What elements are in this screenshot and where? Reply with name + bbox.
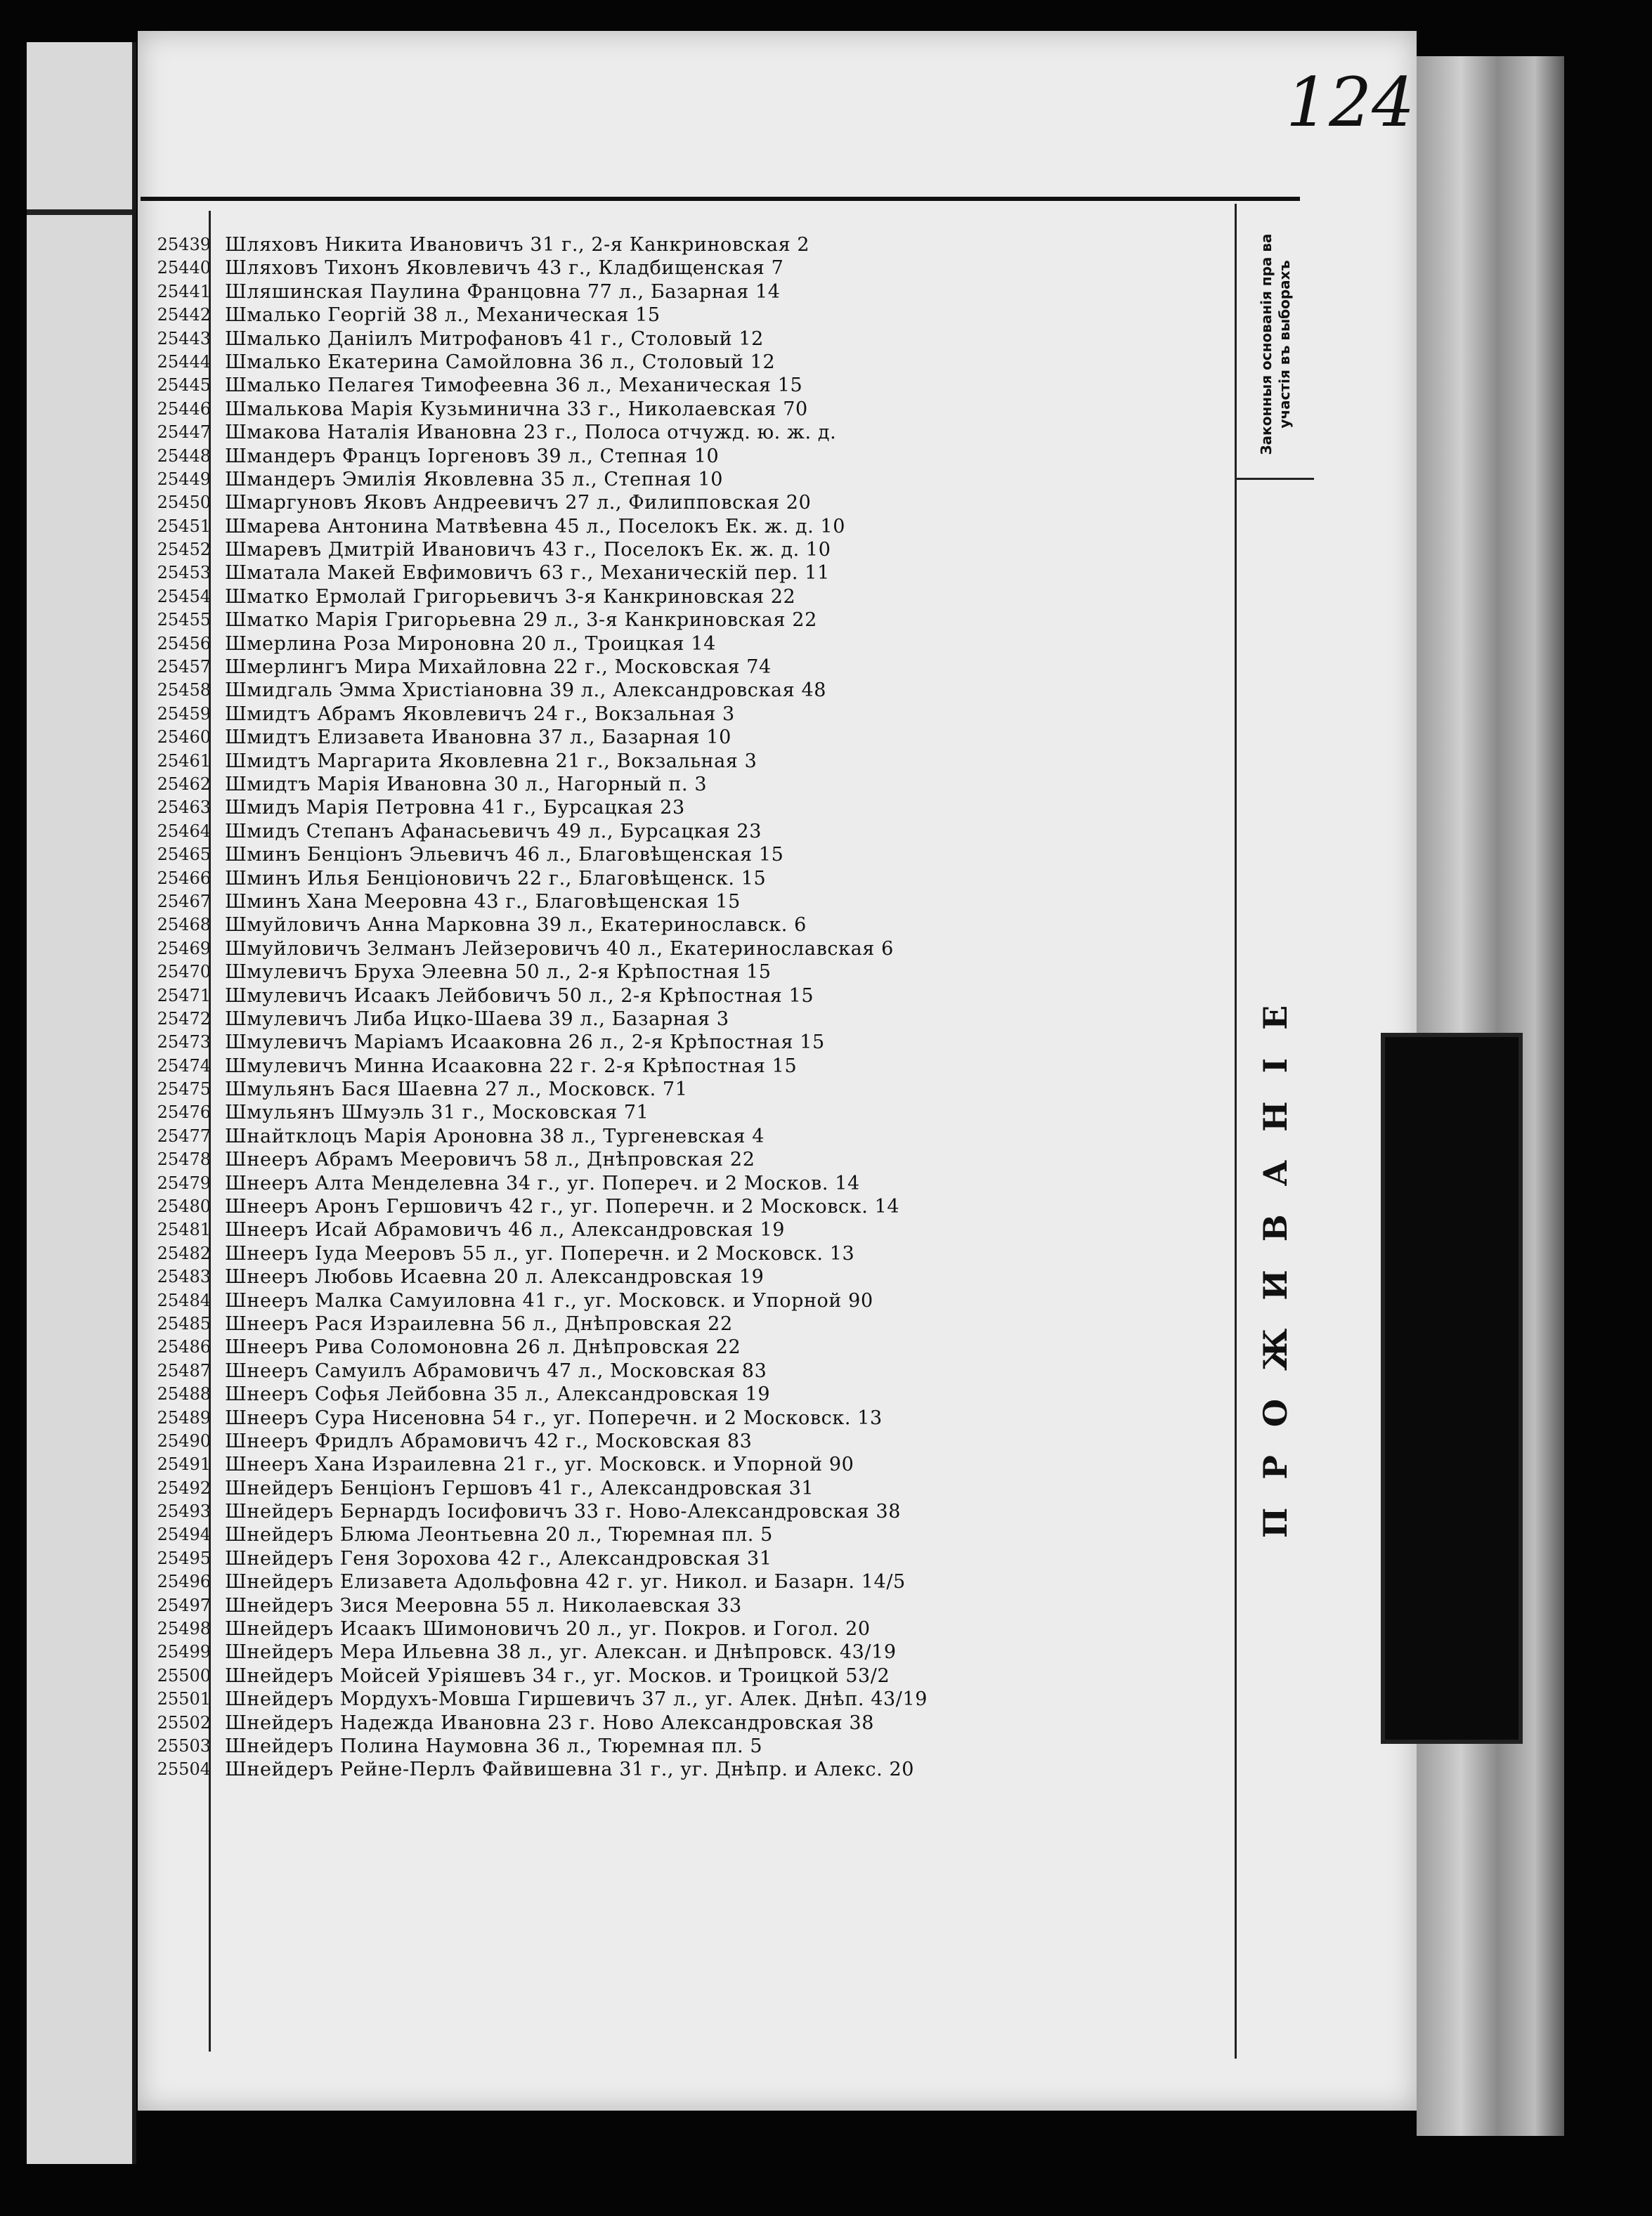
row-number: 25470 xyxy=(157,962,211,982)
entry-text: Шнееръ Рива Соломоновна 26 л. Днѣпровская 22 xyxy=(225,1336,741,1359)
row-number: 25465 xyxy=(157,845,211,865)
entry-text: Шминъ Хана Мееровна 43 г., Благовѣщенская 15 xyxy=(225,890,741,913)
entry-text: Шмулевичъ Либа Ицко-Шаева 39 л., Базарная 3 xyxy=(225,1008,729,1030)
row-number: 25479 xyxy=(157,1173,211,1193)
row-number: 25457 xyxy=(157,657,211,677)
binder-clip xyxy=(1381,1033,1523,1744)
row-number: 25460 xyxy=(157,727,211,748)
row-number: 25480 xyxy=(157,1197,211,1217)
entry-text: Шмарева Антонина Матвѣевна 45 л., Поселокъ Ек. ж. д. 10 xyxy=(225,515,846,537)
entry-text: Шмулевичъ Маріамъ Исааковна 26 л., 2-я Крѣпостная 15 xyxy=(225,1031,825,1054)
entry-text: Шмулевичъ Исаакъ Лейбовичъ 50 л., 2-я Крѣпостная 15 xyxy=(225,984,814,1007)
entry-text: Шнееръ Малка Самуиловна 41 г., уг. Московск. и Упорной 90 xyxy=(225,1289,873,1312)
row-number: 25454 xyxy=(157,586,211,606)
row-number: 25455 xyxy=(157,610,211,630)
entry-text: Шмульянъ Бася Шаевна 27 л., Московск. 71 xyxy=(225,1078,688,1101)
entry-text: Шмандеръ Эмилія Яковлевна 35 л., Степная 10 xyxy=(225,468,724,490)
entry-text: Шмидтъ Маргарита Яковлевна 21 г., Вокзальная 3 xyxy=(225,750,757,772)
row-number: 25469 xyxy=(157,938,211,958)
row-number: 25487 xyxy=(157,1360,211,1381)
row-number: 25463 xyxy=(157,797,211,818)
previous-page-edge xyxy=(27,42,136,2164)
page-number: 124 xyxy=(1286,63,1415,142)
row-number: 25484 xyxy=(157,1290,211,1310)
row-number-column xyxy=(144,233,211,1782)
entry-text: Шматко Ермолай Григорьевичъ 3-я Канкриновская 22 xyxy=(225,585,796,608)
row-number: 25471 xyxy=(157,985,211,1005)
entry-column xyxy=(225,233,1216,1782)
entry-text: Шминъ Бенціонъ Эльевичъ 46 л., Благовѣщенская 15 xyxy=(225,844,784,866)
row-number: 25476 xyxy=(157,1102,211,1123)
entry-text: Шмульянъ Шмуэль 31 г., Московская 71 xyxy=(225,1102,649,1124)
row-number: 25468 xyxy=(157,915,211,935)
entry-text: Шнейдеръ Геня Зорохова 42 г., Александровская 31 xyxy=(225,1547,772,1570)
row-number: 25478 xyxy=(157,1149,211,1170)
entry-text: Шмаревъ Дмитрій Ивановичъ 43 г., Поселокъ Ек. ж. д. 10 xyxy=(225,539,831,561)
entry-text: Шмаргуновъ Яковъ Андреевичъ 27 л., Филипповская 20 xyxy=(225,492,812,514)
row-number: 25475 xyxy=(157,1079,211,1100)
row-number: 25467 xyxy=(157,891,211,911)
entry-text: Шнейдеръ Мера Ильевна 38 л., уг. Алексан. и Днѣпровск. 43/19 xyxy=(225,1641,897,1664)
entry-text: Шмидтъ Марія Ивановна 30 л., Нагорный п. 3 xyxy=(225,773,708,795)
entry-text: Шмалько Георгій 38 л., Механическая 15 xyxy=(225,304,661,327)
entry-text: Шнейдеръ Мойсей Уріяшевъ 34 г., уг. Москов. и Троицкой 53/2 xyxy=(225,1664,890,1687)
row-number: 25501 xyxy=(157,1689,211,1709)
entry-text: Шматко Марія Григорьевна 29 л., 3-я Канкриновская 22 xyxy=(225,609,817,632)
row-number: 25442 xyxy=(157,305,211,325)
entry-text: Шнееръ Исай Абрамовичъ 46 л., Александровская 19 xyxy=(225,1219,786,1241)
entry-text: Шляшинская Паулина Францовна 77 л., Базарная 14 xyxy=(225,280,781,303)
row-number: 25449 xyxy=(157,469,211,489)
previous-page-rule xyxy=(27,209,132,215)
row-number: 25450 xyxy=(157,493,211,513)
row-number: 25482 xyxy=(157,1243,211,1263)
row-number: 25474 xyxy=(157,1055,211,1076)
entry-text: Шляховъ Никита Ивановичъ 31 г., 2-я Канкриновская 2 xyxy=(225,234,810,256)
entry-text: Шнейдеръ Исаакъ Шимоновичъ 20 л., уг. Покров. и Гогол. 20 xyxy=(225,1618,871,1641)
entry-text: Шмидъ Марія Петровна 41 г., Бурсацкая 23 xyxy=(225,797,685,819)
entry-text: Шнееръ Абрамъ Мееровичъ 58 л., Днѣпровская 22 xyxy=(225,1149,755,1171)
row-number: 25464 xyxy=(157,821,211,841)
entry-text: Шмуйловичъ Зелманъ Лейзеровичъ 40 л., Екатеринославская 6 xyxy=(225,937,894,960)
entry-text: Шнейдеръ Елизавета Адольфовна 42 г. уг. Никол. и Базарн. 14/5 xyxy=(225,1571,906,1593)
sidebar-note: Законныя основанія пра ва участія въ выборахъ xyxy=(1258,233,1293,455)
entry-text: Шнейдеръ Рейне-Перлъ Файвишевна 31 г., уг. Днѣпр. и Алекс. 20 xyxy=(225,1759,915,1781)
entry-text: Шнейдеръ Зися Мееровна 55 л. Николаевская 33 xyxy=(225,1594,742,1617)
row-number: 25493 xyxy=(157,1501,211,1522)
entry-text: Шмуйловичъ Анна Марковна 39 л., Екатеринославск. 6 xyxy=(225,914,807,937)
entry-text: Шнееръ Самуилъ Абрамовичъ 47 л., Московская 83 xyxy=(225,1360,767,1382)
row-number: 25452 xyxy=(157,540,211,560)
row-number: 25498 xyxy=(157,1619,211,1639)
entry-text: Шмакова Наталія Ивановна 23 г., Полоса отчужд. ю. ж. д. xyxy=(225,422,837,444)
row-number: 25488 xyxy=(157,1384,211,1404)
row-number: 25496 xyxy=(157,1572,211,1592)
entry-text: Шмерлингъ Мира Михайловна 22 г., Московская 74 xyxy=(225,656,772,679)
row-number: 25483 xyxy=(157,1267,211,1287)
entry-text: Шнейдеръ Мордухъ-Мовша Гиршевичъ 37 л., уг. Алек. Днѣп. 43/19 xyxy=(225,1688,928,1711)
entry-text: Шнееръ Сура Нисеновна 54 г., уг. Поперечн. и 2 Московск. 13 xyxy=(225,1407,883,1429)
row-number: 25504 xyxy=(157,1759,211,1780)
entry-text: Шнееръ Іуда Мееровъ 55 л., уг. Поперечн. и 2 Московск. 13 xyxy=(225,1242,855,1265)
entry-text: Шмалькова Марія Кузьминична 33 г., Николаевская 70 xyxy=(225,398,808,420)
row-number: 25459 xyxy=(157,703,211,724)
entry-text: Шминъ Илья Бенціоновичъ 22 г., Благовѣщенск. 15 xyxy=(225,867,767,889)
entry-text: Шнейдеръ Полина Наумовна 36 л., Тюремная пл. 5 xyxy=(225,1735,763,1757)
row-number: 25441 xyxy=(157,281,211,301)
row-number: 25485 xyxy=(157,1313,211,1334)
entry-text: Шмидъ Степанъ Афанасьевичъ 49 л., Бурсацкая 23 xyxy=(225,820,762,842)
row-number: 25462 xyxy=(157,774,211,794)
entry-text: Шмулевичъ Бруха Элеевна 50 л., 2-я Крѣпостная 15 xyxy=(225,961,772,984)
entry-text: Шмалько Даніилъ Митрофановъ 41 г., Столовый 12 xyxy=(225,327,764,350)
row-number: 25439 xyxy=(157,235,211,254)
row-number: 25447 xyxy=(157,422,211,443)
row-number: 25466 xyxy=(157,868,211,888)
row-number: 25456 xyxy=(157,633,211,653)
header-rule xyxy=(141,197,1300,201)
entry-text: Шмалько Пелагея Тимофеевна 36 л., Механическая 15 xyxy=(225,374,803,397)
row-number: 25458 xyxy=(157,680,211,700)
row-number: 25497 xyxy=(157,1595,211,1615)
entry-text: Шнееръ Алта Менделевна 34 г., уг. Попереч. и 2 Москов. 14 xyxy=(225,1172,860,1194)
entry-text: Шмерлина Роза Мироновна 20 л., Троицкая 14 xyxy=(225,632,716,655)
entry-text: Шнееръ Хана Израилевна 21 г., уг. Московск. и Упорной 90 xyxy=(225,1454,854,1476)
row-number: 25481 xyxy=(157,1220,211,1240)
entry-text: Шнееръ Любовь Исаевна 20 л. Александровская 19 xyxy=(225,1266,765,1289)
entry-text: Шмидтъ Абрамъ Яковлевичъ 24 г., Вокзальная 3 xyxy=(225,703,735,725)
entry-text: Шнееръ Софья Лейбовна 35 л., Александровская 19 xyxy=(225,1383,771,1406)
entry-text: Шнайтклоцъ Марія Ароновна 38 л., Тургеневская 4 xyxy=(225,1125,765,1147)
row-number: 25492 xyxy=(157,1478,211,1498)
entry-text: Шмулевичъ Минна Исааковна 22 г. 2-я Крѣпостная 15 xyxy=(225,1055,798,1077)
entry-text: Шматала Макей Евфимовичъ 63 г., Механическій пер. 11 xyxy=(225,562,830,585)
entry-text: Шмандеръ Францъ Іоргеновъ 39 л., Степная 10 xyxy=(225,445,720,467)
sidebar-heading: ПРОЖИВАНІЕ xyxy=(1256,977,1294,1539)
row-number: 25477 xyxy=(157,1126,211,1146)
entry-text: Шнейдеръ Бенціонъ Гершовъ 41 г., Александровская 31 xyxy=(225,1477,814,1499)
row-number: 25494 xyxy=(157,1525,211,1545)
entry-text: Шнееръ Рася Израилевна 56 л., Днѣпровская 22 xyxy=(225,1312,733,1335)
sidebar-note-box xyxy=(1237,211,1314,480)
row-number: 25495 xyxy=(157,1548,211,1568)
row-number: 25446 xyxy=(157,398,211,419)
row-number: 25444 xyxy=(157,351,211,372)
entry-text: Шмалько Екатерина Самойловна 36 л., Столовый 12 xyxy=(225,351,776,373)
row-number: 25503 xyxy=(157,1736,211,1756)
entry-text: Шмидтъ Елизавета Ивановна 37 л., Базарная 10 xyxy=(225,726,731,749)
row-number: 25500 xyxy=(157,1665,211,1686)
entry-text: Шнейдеръ Блюма Леонтьевна 20 л., Тюремная пл. 5 xyxy=(225,1524,773,1546)
entry-text: Шнейдеръ Надежда Ивановна 23 г. Ново Александровская 38 xyxy=(225,1712,874,1734)
row-number: 25473 xyxy=(157,1032,211,1052)
row-number: 25499 xyxy=(157,1642,211,1662)
row-number: 25445 xyxy=(157,375,211,396)
row-number: 25472 xyxy=(157,1008,211,1029)
sidebar-column xyxy=(1235,204,1314,2059)
row-number: 25453 xyxy=(157,563,211,583)
row-number: 25451 xyxy=(157,516,211,536)
entry-text: Шмидгаль Эмма Христіановна 39 л., Александровская 48 xyxy=(225,679,827,702)
row-number: 25443 xyxy=(157,328,211,348)
row-number: 25502 xyxy=(157,1712,211,1733)
entry-text: Шляховъ Тихонъ Яковлевичъ 43 г., Кладбищенская 7 xyxy=(225,257,784,280)
row-number: 25440 xyxy=(157,258,211,278)
entry-text: Шнееръ Фридлъ Абрамовичъ 42 г., Московская 83 xyxy=(225,1430,753,1452)
entry-text: Шнейдеръ Бернардъ Іосифовичъ 33 г. Ново-Александровская 38 xyxy=(225,1501,902,1523)
row-number: 25448 xyxy=(157,445,211,466)
entry-text: Шнееръ Аронъ Гершовичъ 42 г., уг. Поперечн. и 2 Московск. 14 xyxy=(225,1196,900,1218)
row-number: 25461 xyxy=(157,750,211,771)
row-number: 25490 xyxy=(157,1430,211,1451)
row-number: 25486 xyxy=(157,1337,211,1357)
row-number: 25489 xyxy=(157,1407,211,1428)
row-number: 25491 xyxy=(157,1454,211,1475)
